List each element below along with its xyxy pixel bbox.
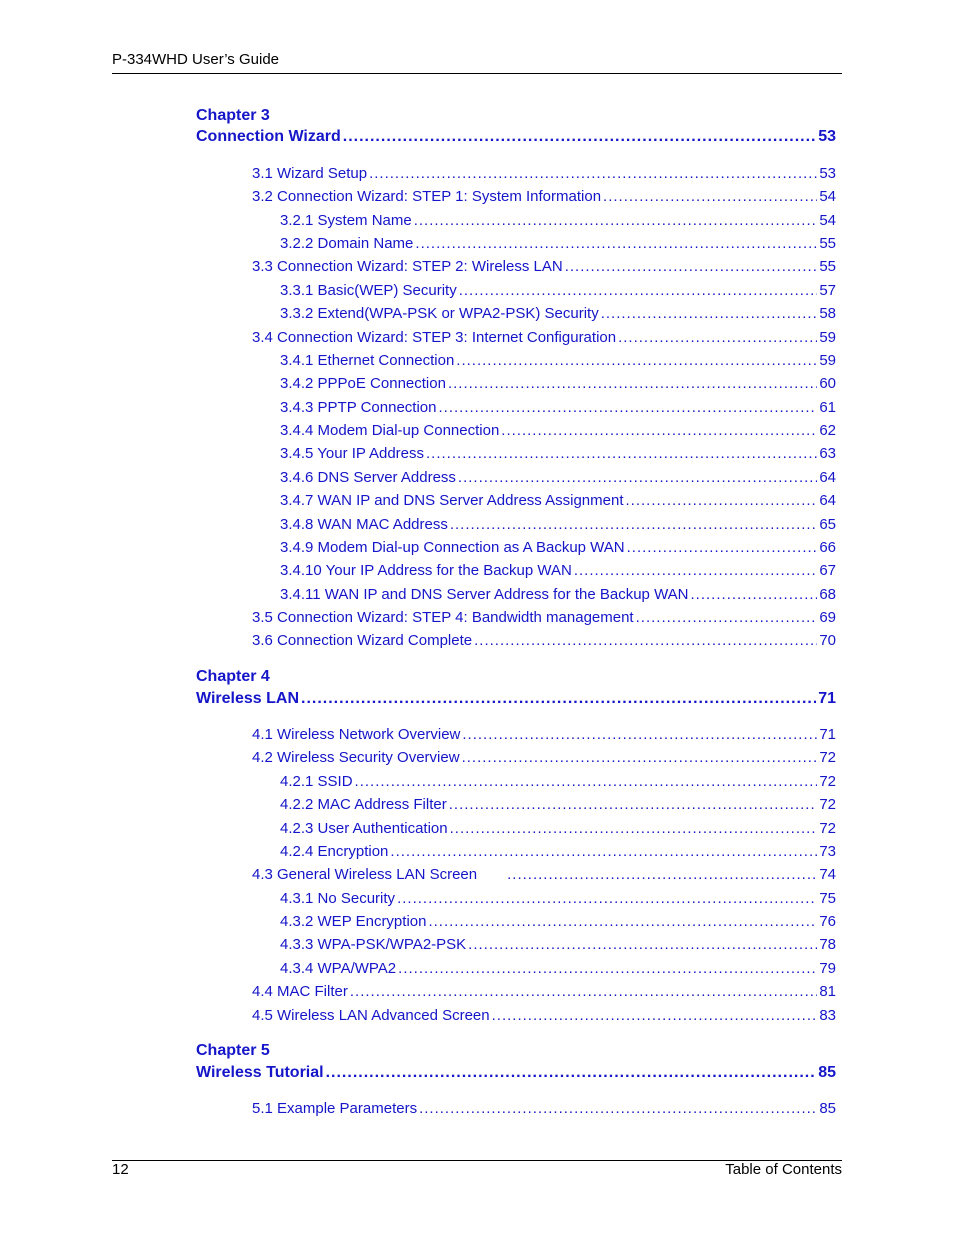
toc-entry-link[interactable] [280,586,836,603]
toc-entry-link[interactable] [280,516,836,533]
toc-entry-link[interactable] [280,282,836,299]
toc-entry-link[interactable] [252,726,836,743]
toc-entry-title: Wireless LAN [196,690,299,707]
toc-page-number: 54 [819,188,836,205]
toc-page-number: 69 [819,609,836,626]
toc-entry-title: 3.4.5 Your IP Address [280,445,425,462]
dot-leader [459,282,818,299]
toc-page-number: 79 [819,960,836,977]
dot-leader [450,820,818,837]
toc-entry-link[interactable] [280,375,836,392]
dot-leader [355,773,818,790]
toc-page-number: 63 [819,445,836,462]
toc-entry-link[interactable] [280,820,836,837]
toc-entry-link[interactable] [252,165,836,182]
dot-leader [456,352,817,369]
toc-entry-title: 3.2.1 System Name [280,212,412,229]
dot-leader [501,422,817,439]
dot-leader [439,399,818,416]
footer-section-title: Table of Contents [725,1161,842,1178]
dot-leader [397,890,817,907]
toc-page-number: 53 [819,165,836,182]
toc-entry-title: 4.2.4 Encryption [280,843,389,860]
toc-entry-title: 3.4.9 Modem Dial-up Connection as A Backup WAN [280,539,625,556]
toc-page-number: 59 [819,329,836,346]
toc-entry-title: 3.4 Connection Wizard: STEP 3: Internet Configuration [252,329,617,346]
toc-entry-title: 4.2.3 User Authentication [280,820,448,837]
toc-entry-link[interactable] [280,562,836,579]
dot-leader [419,1100,817,1117]
dot-leader [474,632,817,649]
toc-page-number: 70 [819,632,836,649]
dot-leader [507,866,817,883]
toc-entry-title: 5.1 Example Parameters [252,1100,418,1117]
toc-entry-title: 3.3.2 Extend(WPA-PSK or WPA2-PSK) Security [280,305,599,322]
toc-page-number: 83 [819,1007,836,1024]
toc-page-number: 85 [819,1100,836,1117]
dot-leader [601,305,818,322]
toc-page-number: 66 [819,539,836,556]
toc-entry-title: 3.4.11 WAN IP and DNS Server Address for the Backup WAN [280,586,689,603]
toc-page-number: 72 [819,773,836,790]
toc-page-number: 62 [819,422,836,439]
chapter-4-label: Chapter 4 [196,668,270,685]
toc-entry-title: 3.1 Wizard Setup [252,165,368,182]
toc-entry-title: 3.4.4 Modem Dial-up Connection [280,422,500,439]
toc-entry-title: 4.3.3 WPA-PSK/WPA2-PSK [280,936,467,953]
toc-entry-link[interactable] [280,422,836,439]
toc-entry-title: 4.2 Wireless Security Overview [252,749,460,766]
toc-chapter-3-link[interactable] [196,128,836,146]
toc-entry-title: 3.4.6 DNS Server Address [280,469,456,486]
dot-leader [449,796,818,813]
toc-entry-link[interactable] [252,866,836,883]
toc-page-number: 67 [819,562,836,579]
toc-page-number: 65 [819,516,836,533]
toc-page-number: 73 [819,843,836,860]
dot-leader [426,445,817,462]
dot-leader [350,983,817,1000]
dot-leader [458,469,817,486]
toc-entry-link[interactable] [252,188,836,205]
toc-entry-link[interactable] [280,469,836,486]
dot-leader [626,492,818,509]
dot-leader [462,749,818,766]
toc-entry-title: Wireless Tutorial [196,1064,324,1081]
dot-leader [301,690,816,708]
toc-page-number: 81 [819,983,836,1000]
dot-leader [343,128,816,146]
chapter-5-label: Chapter 5 [196,1042,270,1059]
dot-leader [468,936,817,953]
toc-entry-title: 3.4.2 PPPoE Connection [280,375,446,392]
toc-page-number: 71 [818,690,836,707]
toc-entry-link[interactable] [280,539,836,556]
dot-leader [369,165,817,182]
toc-page-number: 53 [818,128,836,145]
dot-leader [618,329,817,346]
dot-leader [462,726,817,743]
toc-entry-link[interactable] [252,258,836,275]
toc-entry-title: 3.5 Connection Wizard: STEP 4: Bandwidth management [252,609,634,626]
toc-entry-title: 4.3.4 WPA/WPA2 [280,960,397,977]
toc-entry-link[interactable] [280,445,836,462]
dot-leader [415,235,817,252]
toc-entry-link[interactable] [280,890,836,907]
toc-page-number: 57 [819,282,836,299]
toc-entry-link[interactable] [280,305,836,322]
dot-leader [326,1064,817,1082]
toc-entry-link[interactable] [280,913,836,930]
toc-page-number: 74 [819,866,836,883]
toc-chapter-5-link[interactable] [196,1064,836,1082]
toc-entry-link[interactable] [280,212,836,229]
dot-leader [398,960,817,977]
toc-entry-link[interactable] [280,399,836,416]
toc-entry-link[interactable] [280,796,836,813]
page-number: 12 [112,1161,129,1178]
toc-entry-title: 4.2.1 SSID [280,773,353,790]
toc-entry-title: 3.4.8 WAN MAC Address [280,516,448,533]
toc-page-number: 72 [819,820,836,837]
toc-page-number: 64 [819,469,836,486]
toc-page-number: 59 [819,352,836,369]
toc-entry-link[interactable] [280,235,836,252]
dot-leader [574,562,817,579]
dot-leader [565,258,818,275]
toc-entry-title: 4.2.2 MAC Address Filter [280,796,447,813]
guide-title: P-334WHD User’s Guide [112,51,279,68]
toc-page-number: 76 [819,913,836,930]
toc-page-number: 75 [819,890,836,907]
toc-chapter-4-link[interactable] [196,690,836,708]
dot-leader [414,212,818,229]
dot-leader [492,1007,818,1024]
dot-leader [603,188,817,205]
toc-entry-link[interactable] [280,352,836,369]
toc-entry-link[interactable] [280,843,836,860]
toc-entry-title: 4.3.2 WEP Encryption [280,913,427,930]
toc-entry-title: 3.2.2 Domain Name [280,235,414,252]
toc-entry-title: 4.3.1 No Security [280,890,396,907]
dot-leader [390,843,817,860]
toc-page-number: 55 [819,258,836,275]
toc-entry-link[interactable] [252,1100,836,1117]
toc-entry-link[interactable] [280,936,836,953]
toc-entry-link[interactable] [252,983,836,1000]
toc-entry-title: Connection Wizard [196,128,341,145]
toc-page-number: 60 [819,375,836,392]
toc-entry-title: 3.4.3 PPTP Connection [280,399,437,416]
toc-entry-title: 3.4.1 Ethernet Connection [280,352,455,369]
toc-entry-link[interactable] [280,492,836,509]
dot-leader [636,609,818,626]
toc-entry-link[interactable] [252,609,836,626]
toc-entry-title: 4.1 Wireless Network Overview [252,726,461,743]
toc-entry-title: 3.4.10 Your IP Address for the Backup WAN [280,562,572,579]
toc-page-number: 71 [819,726,836,743]
toc-entry-title: 3.3.1 Basic(WEP) Security [280,282,457,299]
toc-entry-title: 4.5 Wireless LAN Advanced Screen [252,1007,490,1024]
toc-page-number: 85 [818,1064,836,1081]
toc-page-number: 55 [819,235,836,252]
toc-page-number: 78 [819,936,836,953]
toc-entry-link[interactable] [280,960,836,977]
dot-leader [450,516,817,533]
toc-entry-link[interactable] [252,329,836,346]
toc-page-number: 68 [819,586,836,603]
toc-entry-title: 3.2 Connection Wizard: STEP 1: System Information [252,188,602,205]
chapter-3-label: Chapter 3 [196,107,270,124]
toc-page-number: 72 [819,749,836,766]
toc-entry-title: 3.6 Connection Wizard Complete [252,632,473,649]
dot-leader [691,586,818,603]
toc-entry-link[interactable] [252,1007,836,1024]
toc-entry-title: 4.3 General Wireless LAN Screen [252,866,478,883]
dot-leader [627,539,818,556]
dot-leader [448,375,817,392]
toc-page-number: 64 [819,492,836,509]
toc-page-number: 54 [819,212,836,229]
toc-entry-title: 3.4.7 WAN IP and DNS Server Address Assignment [280,492,624,509]
toc-entry-title: 3.3 Connection Wizard: STEP 2: Wireless LAN [252,258,563,275]
toc-entry-link[interactable] [252,749,836,766]
toc-entry-title: 4.4 MAC Filter [252,983,348,1000]
toc-page-number: 61 [819,399,836,416]
toc-page-number: 58 [819,305,836,322]
toc-entry-link[interactable] [252,632,836,649]
toc-page-number: 72 [819,796,836,813]
toc-entry-link[interactable] [280,773,836,790]
dot-leader [428,913,817,930]
